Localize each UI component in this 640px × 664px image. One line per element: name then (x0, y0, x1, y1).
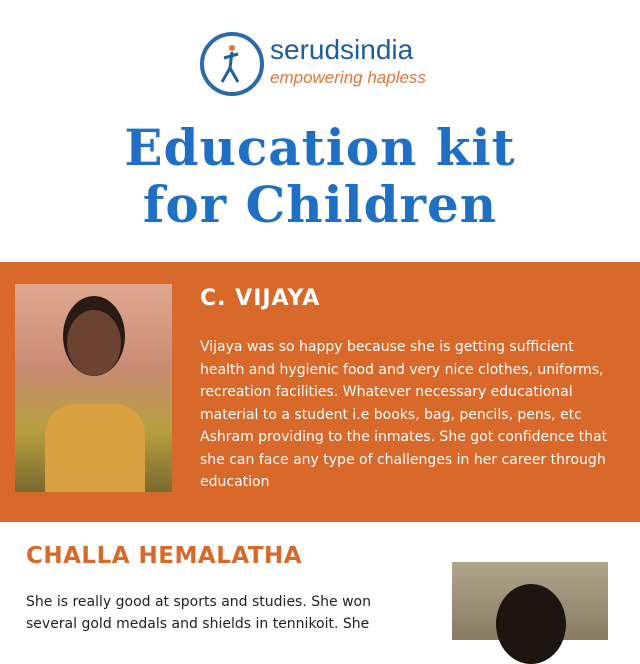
profile-description: Vijaya was so happy because she is getting sufficient health and hygienic food and very nice clothes, uniforms, recreation facilities. Whatever necessary educational material to a student i.e books, bag, pencils, pens, etc Ashram providing to the inmates. She got confidence that she can face any type of challenges in her career through education (200, 339, 608, 490)
page-title-line2: for Children (142, 175, 498, 234)
profile-name: CHALLA HEMALATHA (26, 543, 303, 569)
logo-emblem-icon (200, 32, 264, 96)
profile-description: She is really good at sports and studies. She won several gold medals and shields in tennikoit. She (26, 594, 371, 632)
hemalatha-photo (452, 562, 608, 640)
profile-name: C. VIJAYA (200, 286, 321, 311)
logo-name: serudsindia (270, 34, 414, 65)
logo-tagline: empowering hapless (270, 68, 426, 87)
page-title-line1: Education kit (124, 118, 516, 177)
vijaya-photo (15, 284, 172, 492)
serudsindia-logo (200, 32, 440, 96)
